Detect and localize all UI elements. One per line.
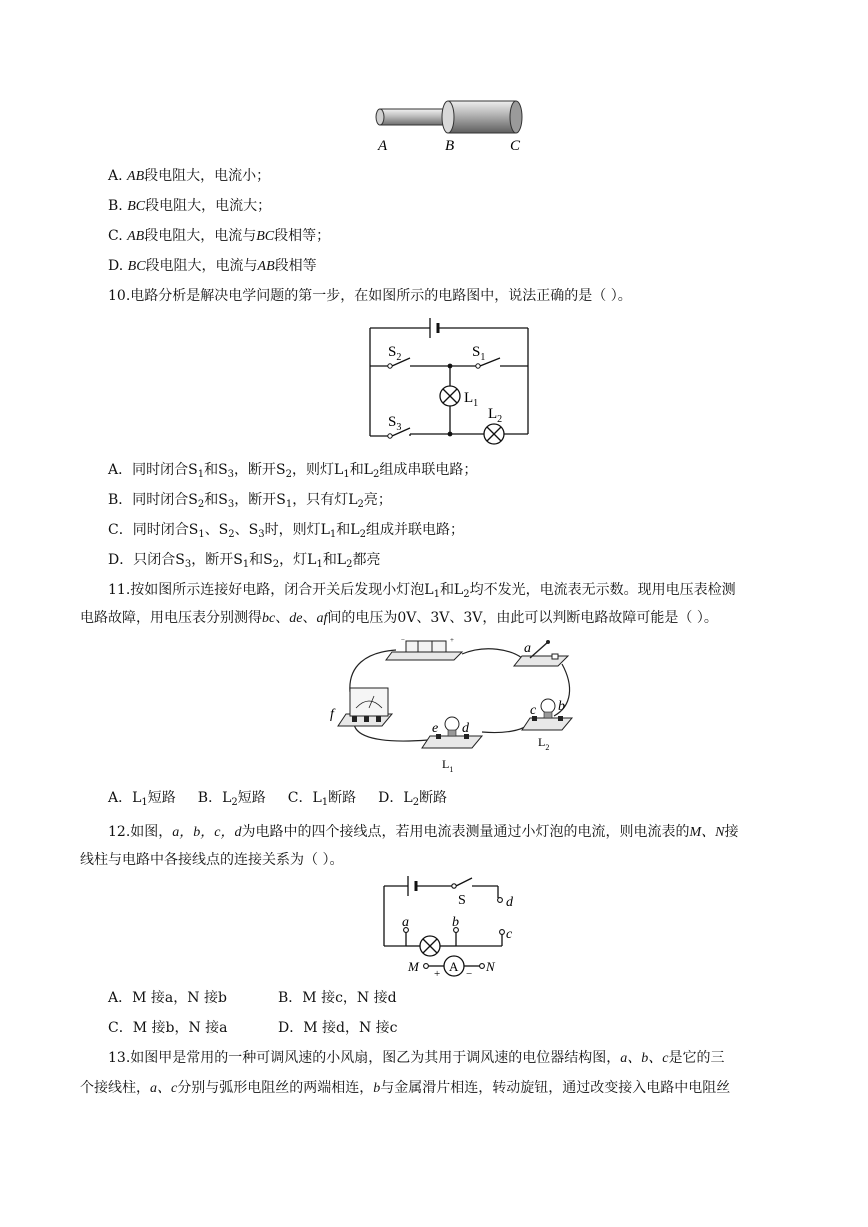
q11-option-b: B．$L_2$短路 — [197, 790, 266, 808]
q12-option-a: A．M 接a，N 接b — [108, 990, 227, 1006]
q11-stem-line2: 电路故障，用电压表分别测得bc、de、af间的电压为0V、3V、3V，由此可以判断电路故障可能是（ ）。 — [80, 610, 718, 626]
rod-label-a: A — [378, 138, 388, 154]
q9-option-a: A. AB段电阻大，电流小； — [108, 168, 271, 184]
q10-option-a: A．同时闭合$S_1$和$S_3$，断开$S_2$，则灯$L_1$和$L_2$组成串联电路； — [108, 462, 478, 480]
q12-option-d: D．M 接d，N 接c — [278, 1020, 398, 1036]
q13-line1: 13.如图甲是常用的一种可调风速的小风扇，图乙为其用于调风速的电位器结构图，a、b、c是它的三 — [108, 1050, 725, 1066]
q13-line2: 个接线柱，a、c分别与弧形电阻丝的两端相连，b与金属滑片相连，转动旋钮，通过改变接入电路中电阻丝 — [80, 1080, 731, 1096]
fig12-label-m: M — [408, 959, 419, 974]
q12-option-b: B．M 接c，N 接d — [278, 990, 397, 1006]
fig11-label-b: b — [558, 699, 565, 714]
q12-stem-line1: 12.如图，a，b，c，d为电路中的四个接线点，若用电流表测量通过小灯泡的电流，则电流表的M、N接 — [108, 824, 739, 840]
q11-options — [108, 788, 447, 808]
ammeter — [338, 688, 392, 726]
rod-figure — [370, 98, 530, 154]
q10-option-c: C．同时闭合$S_1$、$S_2$、$S_3$时，则灯$L_1$和$L_2$组成并联电路； — [108, 522, 464, 540]
q10-stem: 10.电路分析是解决电学问题的第一步，在如图所示的电路图中，说法正确的是（ ）。 — [108, 288, 632, 304]
fig11-label-l1: $L_1$ — [442, 757, 454, 774]
switch — [514, 640, 568, 666]
fig12-label-s: S — [458, 893, 466, 908]
rod-label-b: B — [445, 138, 455, 154]
rod-label-c: C — [510, 138, 521, 154]
fig12-label-c: c — [506, 927, 513, 942]
fig11-label-c: c — [530, 703, 537, 718]
q12-stem-line2: 线柱与电路中各接线点的连接关系为（ ）。 — [80, 852, 344, 868]
q10-option-d: D．只闭合$S_3$，断开$S_1$和$S_2$，灯$L_1$和$L_2$都亮 — [108, 552, 381, 570]
fig10-label-s3: $S_3$ — [388, 414, 402, 433]
q10-option-b: B．同时闭合$S_2$和$S_3$，断开$S_1$，只有灯$L_2$亮； — [108, 492, 392, 510]
q9-option-b: B. BC段电阻大，电流大； — [108, 198, 272, 214]
svg-text:−: − — [401, 636, 405, 644]
battery-holder — [386, 636, 462, 660]
q11-option-c: C．$L_1$断路 — [287, 790, 357, 808]
q11-stem-line1: 11.按如图所示连接好电路，闭合开关后发现小灯泡$L_1$和$L_2$均不发光，电流表无示数。现用电压表检测 — [108, 582, 736, 600]
svg-text:+: + — [450, 636, 454, 644]
q11-option-d: D．$L_2$断路 — [378, 790, 448, 808]
q10-circuit-diagram — [360, 316, 540, 448]
fig11-label-l2: $L_2$ — [538, 735, 550, 752]
fig12-minus: − — [466, 968, 473, 978]
fig10-label-s2: $S_2$ — [388, 344, 402, 363]
fig12-ammeter-label: A — [449, 959, 459, 974]
fig10-label-l2: $L_2$ — [488, 406, 503, 425]
fig12-label-d: d — [506, 895, 513, 910]
q12-circuit-diagram — [372, 874, 532, 978]
fig12-label-b: b — [452, 915, 459, 930]
q11-circuit-picture — [326, 636, 576, 778]
lamp-l1 — [422, 717, 482, 748]
fig11-label-e: e — [432, 721, 439, 736]
fig12-label-a: a — [402, 915, 409, 930]
fig10-label-s1: $S_1$ — [472, 344, 486, 363]
q9-option-c: C. AB段电阻大，电流与BC段相等； — [108, 228, 331, 244]
fig11-label-f: f — [330, 707, 334, 722]
fig11-label-a: a — [524, 641, 531, 656]
q9-option-d: D. BC段电阻大，电流与AB段相等 — [108, 258, 317, 274]
fig11-label-d: d — [462, 721, 469, 736]
fig12-plus: + — [434, 968, 441, 978]
fig10-label-l1: $L_1$ — [464, 390, 479, 409]
q12-option-c: C．M 接b，N 接a — [108, 1020, 228, 1036]
fig12-label-n: N — [486, 959, 495, 974]
q11-option-a: A．$L_1$短路 — [108, 790, 176, 808]
